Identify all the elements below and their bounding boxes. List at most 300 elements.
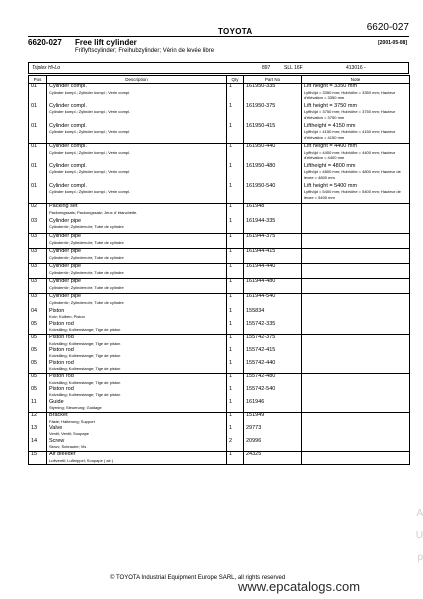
cell-pos — [29, 279, 47, 294]
cell-note — [302, 309, 410, 322]
cell-pos — [29, 335, 47, 348]
side-watermark: A — [416, 508, 423, 519]
cell-qty — [227, 439, 244, 452]
cell-pos — [29, 309, 47, 322]
part-text: 161946 — [246, 398, 265, 405]
part-text: 161950-440 — [246, 143, 276, 149]
cell-qty — [227, 348, 244, 361]
desc-text: Cylinder compl. — [49, 83, 87, 89]
qty-text: 1 — [229, 424, 233, 431]
cell-part — [244, 279, 302, 294]
part-text: 161944-375 — [246, 233, 276, 239]
cell-qty — [227, 204, 244, 219]
revision-date: [2001-05-08] — [378, 40, 407, 46]
table-row — [29, 164, 410, 184]
pos-text: 01 — [31, 143, 38, 149]
col-description: Description — [47, 76, 227, 84]
cell-part — [244, 413, 302, 426]
part-text: 161944-335 — [246, 217, 276, 224]
cell-desc — [47, 164, 227, 184]
desc-text: Cylinder pipe — [49, 233, 82, 239]
cell-pos — [29, 219, 47, 234]
pos-text: 11 — [31, 398, 37, 405]
part-text: 161950-540 — [246, 182, 276, 189]
cell-desc — [47, 348, 227, 361]
cell-part — [244, 104, 302, 124]
desc-translation: Kolv; Kolben; Piston — [49, 314, 85, 319]
table-row — [29, 374, 410, 387]
cell-pos — [29, 426, 47, 439]
qty-text: 1 — [229, 233, 233, 239]
brand-logo: TOYOTA — [218, 27, 253, 36]
cell-desc — [47, 452, 227, 465]
desc-translation: Cylinder kompl.; Zylinder kompl.; Verin compl. — [49, 189, 131, 194]
cell-note — [302, 204, 410, 219]
qty-text: 1 — [229, 162, 233, 169]
pos-text: 05 — [31, 359, 38, 366]
watermark-url: www.epcatalogs.com — [238, 579, 361, 594]
desc-text: Cylinder pipe — [49, 248, 82, 254]
cell-note — [302, 144, 410, 164]
desc-translation: Luftventil; Luftnippel; Soupape ( air ) — [49, 457, 114, 463]
cell-pos — [29, 144, 47, 164]
pos-text: 13 — [31, 424, 38, 431]
cell-part — [244, 164, 302, 184]
cell-qty — [227, 322, 244, 335]
cell-note — [302, 164, 410, 184]
desc-translation: Cylinderrör; Zylinderrohr; Tube de cylindre — [49, 254, 124, 260]
cell-desc — [47, 387, 227, 400]
table-row — [29, 309, 410, 322]
table-row — [29, 204, 410, 219]
cell-qty — [227, 124, 244, 144]
pos-text: 15 — [31, 451, 38, 457]
cell-note — [302, 184, 410, 204]
pos-text: 14 — [31, 437, 38, 444]
cell-pos — [29, 348, 47, 361]
note-translation: Lyfthöjd = 3350 mm; Hubhöhe = 3350 mm; Hauteur d'élévation = 3350 mm — [304, 89, 396, 100]
desc-text: Cylinder pipe — [49, 293, 82, 299]
cell-pos — [29, 452, 47, 465]
note-translation: Lyfthöjd = 4400 mm; Hubhöhe = 4400 mm; Hauteur d'élévation = 4400 mm — [304, 149, 396, 160]
cell-qty — [227, 164, 244, 184]
cell-part — [244, 264, 302, 279]
cell-desc — [47, 439, 227, 452]
pos-text: 01 — [31, 83, 38, 89]
cell-part — [244, 361, 302, 374]
desc-text: Screw — [49, 437, 65, 444]
qty-text: 1 — [229, 346, 233, 353]
part-text: 161950-335 — [246, 83, 276, 89]
cell-part — [244, 184, 302, 204]
cell-desc — [47, 219, 227, 234]
qty-text: 1 — [229, 398, 233, 405]
desc-translation: Cylinder kompl.; Zylinder kompl.; Verin compl. — [49, 149, 131, 155]
cell-pos — [29, 104, 47, 124]
cell-pos — [29, 387, 47, 400]
cell-desc — [47, 234, 227, 249]
desc-text: Piston — [49, 307, 65, 314]
desc-translation: Kolvstång; Kolbenstange; Tige de piston — [49, 379, 121, 385]
desc-text: Cylinder pipe — [49, 278, 82, 284]
page-code: 6620-027 — [366, 22, 409, 33]
qty-text: 1 — [229, 293, 233, 299]
qty-text: 1 — [229, 122, 233, 129]
qty-text: 1 — [229, 263, 233, 269]
cell-pos — [29, 184, 47, 204]
model-code: 897 — [262, 65, 271, 71]
qty-text: 1 — [229, 320, 233, 327]
desc-translation: Packningssats; Packungssatz; Jeux d' étanchéite. — [49, 209, 138, 215]
desc-text: Cylinder pipe — [49, 217, 82, 224]
table-row — [29, 361, 410, 374]
cell-qty — [227, 249, 244, 264]
cell-desc — [47, 426, 227, 439]
table-row — [29, 322, 410, 335]
qty-text: 1 — [229, 385, 233, 392]
desc-text: Piston rod — [49, 334, 74, 340]
part-text: 161944-480 — [246, 278, 276, 284]
note-translation: Lyfthöjd = 5400 mm; Hubhöhe = 5400 mm; Hauteur de levee = 5400 mm — [304, 189, 401, 200]
pos-text: 05 — [31, 385, 38, 392]
pos-text: 01 — [31, 182, 38, 189]
pos-text: 03 — [31, 217, 38, 224]
col-qty: Qty — [227, 76, 244, 84]
cell-note — [302, 452, 410, 465]
table-row — [29, 104, 410, 124]
cell-note — [302, 234, 410, 249]
table-row — [29, 84, 410, 104]
col-part-no: Part No — [244, 76, 302, 84]
cell-note — [302, 439, 410, 452]
cell-part — [244, 322, 302, 335]
cell-pos — [29, 294, 47, 309]
desc-text: Cylinder compl. — [49, 143, 87, 149]
side-watermark: U — [415, 530, 423, 541]
divider — [28, 36, 409, 37]
desc-translation: Cylinderrör; Zylinderrohr; Tube de cylindre — [49, 269, 124, 275]
cell-desc — [47, 322, 227, 335]
cell-part — [244, 204, 302, 219]
cell-pos — [29, 124, 47, 144]
cell-pos — [29, 264, 47, 279]
desc-translation: Cylinder kompl.; Zylinder kompl.; Verin compl. — [49, 169, 131, 174]
pos-text: 05 — [31, 346, 38, 353]
qty-text: 1 — [229, 359, 233, 366]
cell-part — [244, 249, 302, 264]
cell-qty — [227, 426, 244, 439]
table-row — [29, 294, 410, 309]
cell-desc — [47, 249, 227, 264]
note-text: Lift height = 3750 mm — [304, 102, 358, 109]
cell-qty — [227, 234, 244, 249]
model-serial: 413016 - — [346, 65, 366, 71]
desc-translation: Cylinderrör; Zylinderrohr; Tube de cylindre — [49, 239, 124, 245]
pos-text: 04 — [31, 307, 38, 314]
side-watermark: p — [417, 552, 423, 563]
table-row — [29, 184, 410, 204]
part-text: 20996 — [246, 437, 262, 444]
cell-part — [244, 348, 302, 361]
table-row — [29, 144, 410, 164]
pos-text: 03 — [31, 248, 38, 254]
table-row — [29, 249, 410, 264]
cell-desc — [47, 309, 227, 322]
cell-qty — [227, 184, 244, 204]
desc-translation: Skruv; Schraube; Vis — [49, 444, 87, 449]
parts-table — [28, 75, 410, 465]
note-text: Liftheight = 4800 mm — [304, 162, 356, 169]
model-variant: SLL 16F — [284, 65, 303, 71]
desc-text: Cylinder compl. — [49, 182, 87, 189]
cell-part — [244, 294, 302, 309]
cell-note — [302, 249, 410, 264]
cell-note — [302, 374, 410, 387]
table-row — [29, 387, 410, 400]
pos-text: 05 — [31, 320, 38, 327]
qty-text: 1 — [229, 102, 233, 109]
cell-note — [302, 104, 410, 124]
cell-pos — [29, 84, 47, 104]
table-row — [29, 439, 410, 452]
desc-text: Piston rod — [49, 373, 74, 379]
cell-qty — [227, 294, 244, 309]
table-row — [29, 234, 410, 249]
cell-qty — [227, 144, 244, 164]
desc-translation: Cylinder kompl.; Zylinder kompl.; Verin compl. — [49, 89, 131, 95]
pos-text: 03 — [31, 233, 38, 239]
cell-qty — [227, 219, 244, 234]
cell-pos — [29, 234, 47, 249]
cell-note — [302, 124, 410, 144]
cell-desc — [47, 144, 227, 164]
cell-note — [302, 426, 410, 439]
cell-pos — [29, 413, 47, 426]
cell-pos — [29, 164, 47, 184]
desc-text: Piston rod — [49, 320, 74, 327]
desc-translation: Kolvstång; Kolbenstange; Tige de piston — [49, 366, 121, 371]
desc-text: Cylinder compl. — [49, 102, 87, 109]
cell-qty — [227, 413, 244, 426]
table-row — [29, 335, 410, 348]
desc-text: Packing set — [49, 203, 78, 209]
cell-qty — [227, 452, 244, 465]
cell-qty — [227, 361, 244, 374]
qty-text: 1 — [229, 83, 233, 89]
cell-qty — [227, 84, 244, 104]
desc-text: Piston rod — [49, 385, 74, 392]
desc-text: Cylinder compl. — [49, 122, 87, 129]
page-title: Free lift cylinder — [75, 38, 137, 47]
cell-part — [244, 219, 302, 234]
qty-text: 1 — [229, 278, 233, 284]
pos-text: 12 — [31, 412, 38, 418]
part-text: 161944-415 — [246, 248, 276, 254]
cell-note — [302, 264, 410, 279]
cell-desc — [47, 335, 227, 348]
cell-note — [302, 413, 410, 426]
part-text: 155742-440 — [246, 359, 276, 366]
col-note: Note — [302, 76, 410, 84]
qty-text: 1 — [229, 334, 233, 340]
qty-text: 1 — [229, 373, 233, 379]
qty-text: 1 — [229, 182, 233, 189]
desc-text: Air bleeder — [49, 451, 76, 457]
table-row — [29, 452, 410, 465]
desc-text: Cylinder compl. — [49, 162, 87, 169]
cell-part — [244, 387, 302, 400]
cell-qty — [227, 264, 244, 279]
cell-part — [244, 309, 302, 322]
desc-translation: Ventil; Ventil; Soupape — [49, 431, 90, 436]
qty-text: 1 — [229, 248, 233, 254]
pos-text: 03 — [31, 278, 38, 284]
desc-translation: Cylinderrör; Zylinderrohr; Tube de cylindre — [49, 224, 124, 229]
cell-qty — [227, 374, 244, 387]
table-row — [29, 264, 410, 279]
note-translation: Lyfthöjd = 4150 mm; Hubhöhe = 4150 mm; Hauteur d'élévation = 4150 mm — [304, 129, 396, 140]
cell-note — [302, 335, 410, 348]
desc-translation: Fäste; Halterung; Support — [49, 418, 95, 424]
desc-text: Cylinder pipe — [49, 263, 82, 269]
cell-part — [244, 335, 302, 348]
note-text: Lift height = 4400 mm — [304, 143, 358, 149]
qty-text: 1 — [229, 203, 233, 209]
cell-desc — [47, 184, 227, 204]
desc-translation: Cylinder kompl.; Zylinder kompl.; Verin compl. — [49, 129, 131, 134]
part-text: 155742-335 — [246, 320, 276, 327]
col-pos: Pos — [29, 76, 47, 84]
cell-part — [244, 144, 302, 164]
table-row — [29, 124, 410, 144]
pos-text: 01 — [31, 102, 38, 109]
cell-desc — [47, 294, 227, 309]
qty-text: 1 — [229, 412, 233, 418]
desc-text: Bracket — [49, 412, 68, 418]
cell-desc — [47, 374, 227, 387]
desc-text: Piston rod — [49, 359, 74, 366]
cell-note — [302, 279, 410, 294]
cell-pos — [29, 204, 47, 219]
part-text: 161950-375 — [246, 102, 276, 109]
cell-part — [244, 439, 302, 452]
cell-part — [244, 234, 302, 249]
cell-desc — [47, 84, 227, 104]
desc-text: Guide — [49, 398, 64, 405]
desc-translation: Kolvstång; Kolbenstange; Tige de piston — [49, 353, 121, 358]
note-text: Lift height = 3350 mm — [304, 83, 358, 89]
pos-text: 03 — [31, 263, 38, 269]
qty-text: 1 — [229, 143, 233, 149]
cell-part — [244, 374, 302, 387]
note-translation: Lyfthöjd = 4800 mm; Hubhöhe = 4800 mm; Hauteur de levee = 4800 mm — [304, 169, 401, 180]
table-row — [29, 413, 410, 426]
cell-desc — [47, 124, 227, 144]
part-text: 151949 — [246, 412, 265, 418]
pos-text: 02 — [31, 203, 38, 209]
table-row — [29, 279, 410, 294]
qty-text: 2 — [229, 437, 233, 444]
cell-part — [244, 426, 302, 439]
cell-desc — [47, 361, 227, 374]
desc-translation: Cylinder kompl.; Zylinder kompl.; Verin compl. — [49, 109, 131, 114]
cell-desc — [47, 400, 227, 413]
cell-pos — [29, 374, 47, 387]
cell-part — [244, 124, 302, 144]
part-text: 155742-480 — [246, 373, 276, 379]
note-translation: Lyfthöjd = 3750 mm; Hubhöhe = 3750 mm; Hauteur d'élévation = 3750 mm — [304, 109, 396, 120]
section-code: 6620-027 — [28, 38, 62, 47]
cell-note — [302, 387, 410, 400]
cell-note — [302, 348, 410, 361]
part-text: 161944-540 — [246, 293, 276, 299]
page-subtitle: Friflyftscylinder; Freihubzylinder; Vérin de levée libre — [75, 48, 215, 54]
qty-text: 1 — [229, 307, 233, 314]
cell-note — [302, 361, 410, 374]
table-row — [29, 426, 410, 439]
cell-qty — [227, 309, 244, 322]
model-bar — [28, 62, 409, 74]
cell-note — [302, 400, 410, 413]
part-text: 155742-375 — [246, 334, 276, 340]
cell-note — [302, 219, 410, 234]
part-text: 161944-440 — [246, 263, 276, 269]
pos-text: 05 — [31, 334, 38, 340]
desc-translation: Kolvstång; Kolbenstange; Tige de piston — [49, 392, 121, 397]
cell-pos — [29, 439, 47, 452]
cell-desc — [47, 104, 227, 124]
desc-text: Valve — [49, 424, 63, 431]
cell-qty — [227, 400, 244, 413]
qty-text: 1 — [229, 451, 233, 457]
part-text: 155834 — [246, 307, 265, 314]
cell-pos — [29, 361, 47, 374]
cell-part — [244, 452, 302, 465]
pos-text: 05 — [31, 373, 38, 379]
cell-pos — [29, 400, 47, 413]
cell-qty — [227, 104, 244, 124]
pos-text: 03 — [31, 293, 38, 299]
desc-translation: Kolvstång; Kolbenstange; Tige de piston — [49, 327, 121, 332]
cell-desc — [47, 204, 227, 219]
part-text: 29773 — [246, 424, 262, 431]
part-text: 161950-415 — [246, 122, 276, 129]
part-text: 155742-415 — [246, 346, 276, 353]
cell-desc — [47, 413, 227, 426]
cell-part — [244, 84, 302, 104]
part-text: 24325 — [246, 451, 262, 457]
pos-text: 01 — [31, 162, 38, 169]
cell-part — [244, 400, 302, 413]
desc-text: Piston rod — [49, 346, 74, 353]
qty-text: 1 — [229, 217, 233, 224]
desc-translation: Cylinderrör; Zylinderrohr; Tube de cylindre — [49, 299, 124, 305]
cell-qty — [227, 279, 244, 294]
table-row — [29, 400, 410, 413]
part-text: 161950-480 — [246, 162, 276, 169]
cell-qty — [227, 387, 244, 400]
cell-desc — [47, 264, 227, 279]
cell-desc — [47, 279, 227, 294]
desc-translation: Kolvstång; Kolbenstange; Tige de piston — [49, 340, 121, 346]
table-row — [29, 219, 410, 234]
cell-pos — [29, 249, 47, 264]
cell-note — [302, 322, 410, 335]
part-text: 155742-540 — [246, 385, 276, 392]
desc-translation: Cylinderrör; Zylinderrohr; Tube de cylindre — [49, 284, 124, 290]
table-row — [29, 348, 410, 361]
desc-translation: Styrning; Steuerung; Guidage — [49, 405, 102, 410]
